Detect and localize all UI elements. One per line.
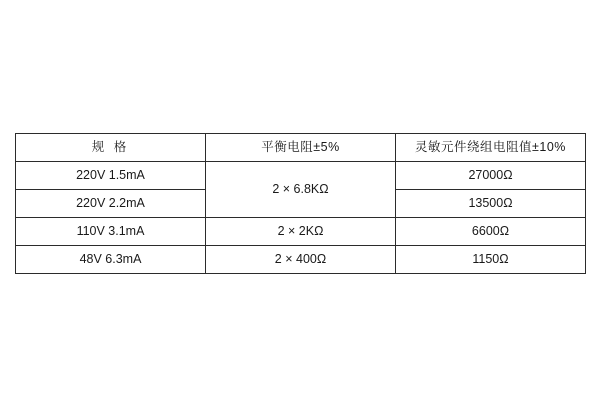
table-row	[16, 162, 586, 190]
cell-spec: 220V 2.2mA	[16, 190, 206, 218]
column-header-balance-resistance: 平衡电阻±5%	[206, 134, 396, 162]
table-header-row	[16, 134, 586, 162]
cell-sensitivity: 6600Ω	[396, 218, 586, 246]
cell-sensitivity: 1150Ω	[396, 246, 586, 274]
table-row	[16, 246, 586, 274]
specification-table	[15, 133, 586, 274]
cell-sensitivity: 13500Ω	[396, 190, 586, 218]
cell-balance: 2 × 400Ω	[206, 246, 396, 274]
cell-spec: 48V 6.3mA	[16, 246, 206, 274]
cell-spec: 110V 3.1mA	[16, 218, 206, 246]
cell-spec: 220V 1.5mA	[16, 162, 206, 190]
column-header-spec: 规 格	[16, 134, 206, 162]
cell-sensitivity: 27000Ω	[396, 162, 586, 190]
column-header-sensitive-element-resistance: 灵敏元件绕组电阻值±10%	[396, 134, 586, 162]
cell-balance: 2 × 6.8KΩ	[206, 162, 396, 218]
table-row	[16, 218, 586, 246]
cell-balance: 2 × 2KΩ	[206, 218, 396, 246]
